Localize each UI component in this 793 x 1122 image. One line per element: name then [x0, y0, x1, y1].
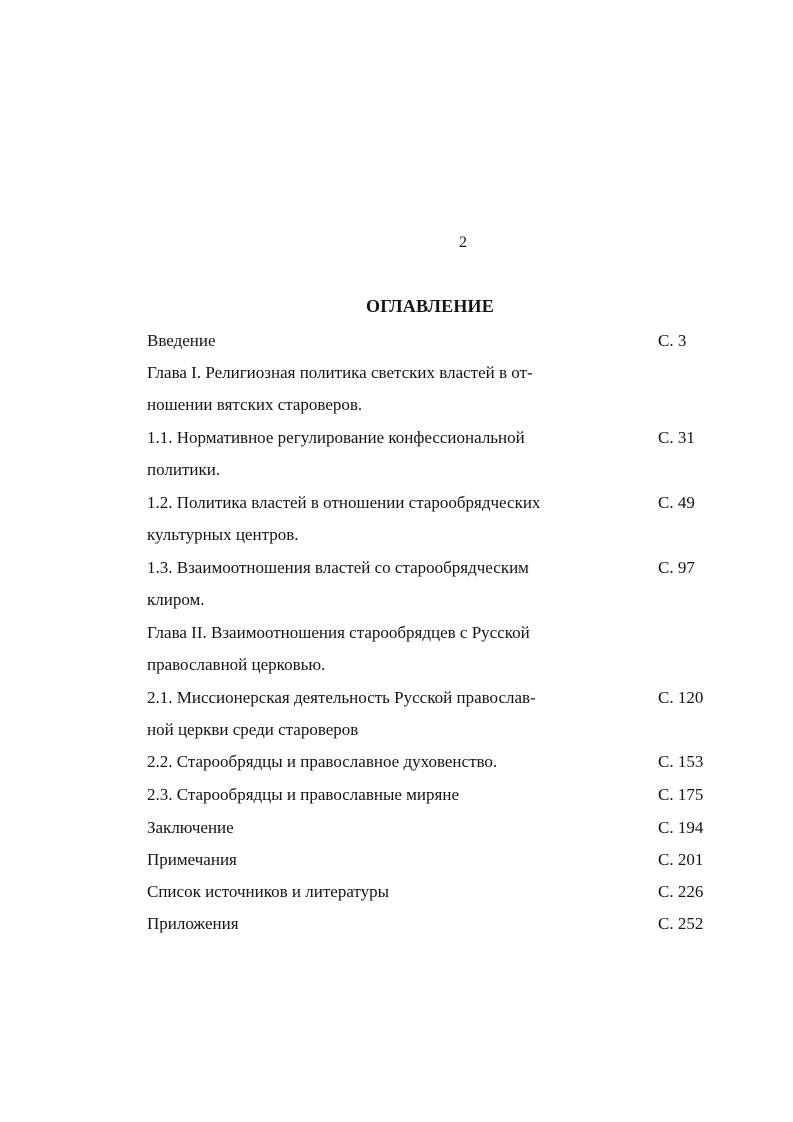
toc-entry-page: С. 3: [658, 331, 687, 350]
toc-entry-page: С. 31: [658, 428, 695, 447]
toc-entry-page: С. 49: [658, 493, 695, 512]
toc-entry-page: С. 194: [658, 818, 704, 837]
toc-entry-title: Заключение: [147, 818, 234, 837]
toc-entry-title: 1.1. Нормативное регулирование конфессиональной политики.: [147, 428, 525, 480]
toc-entry-title: Глава II. Взаимоотношения старообрядцев с Русской православной церковью.: [147, 623, 530, 675]
toc-entry-page: С. 97: [658, 558, 695, 577]
toc-entry-page: С. 226: [658, 882, 704, 901]
toc-entry-title: 2.3. Старообрядцы и православные миряне: [147, 785, 459, 804]
toc-entry-page: С. 201: [658, 850, 704, 869]
toc-entry-page: С. 175: [658, 785, 704, 804]
toc-entry-title: 2.2. Старообрядцы и православное духовенство.: [147, 752, 498, 771]
toc-entry-title: Введение: [147, 331, 216, 350]
toc-entry-page: С. 252: [658, 914, 704, 933]
toc-entry-title: Список источников и литературы: [147, 882, 390, 901]
toc-entry-title: Глава I. Религиозная политика светских властей в от- ношении вятских староверов.: [147, 363, 533, 415]
toc-entry-title: 1.3. Взаимоотношения властей со старообрядческим клиром.: [147, 558, 529, 610]
toc-entry-page: С. 153: [658, 752, 704, 771]
toc-entry-title: Примечания: [147, 850, 237, 869]
toc-title: ОГЛАВЛЕНИЕ: [366, 296, 494, 316]
toc-entry-title: Приложения: [147, 914, 239, 933]
toc-entry-page: С. 120: [658, 688, 704, 707]
page-number: 2: [459, 234, 467, 251]
toc-entry-title: 1.2. Политика властей в отношении старообрядческих культурных центров.: [147, 493, 541, 545]
toc-entry-title: 2.1. Миссионерская деятельность Русской православ- ной церкви среди староверов: [147, 688, 536, 740]
